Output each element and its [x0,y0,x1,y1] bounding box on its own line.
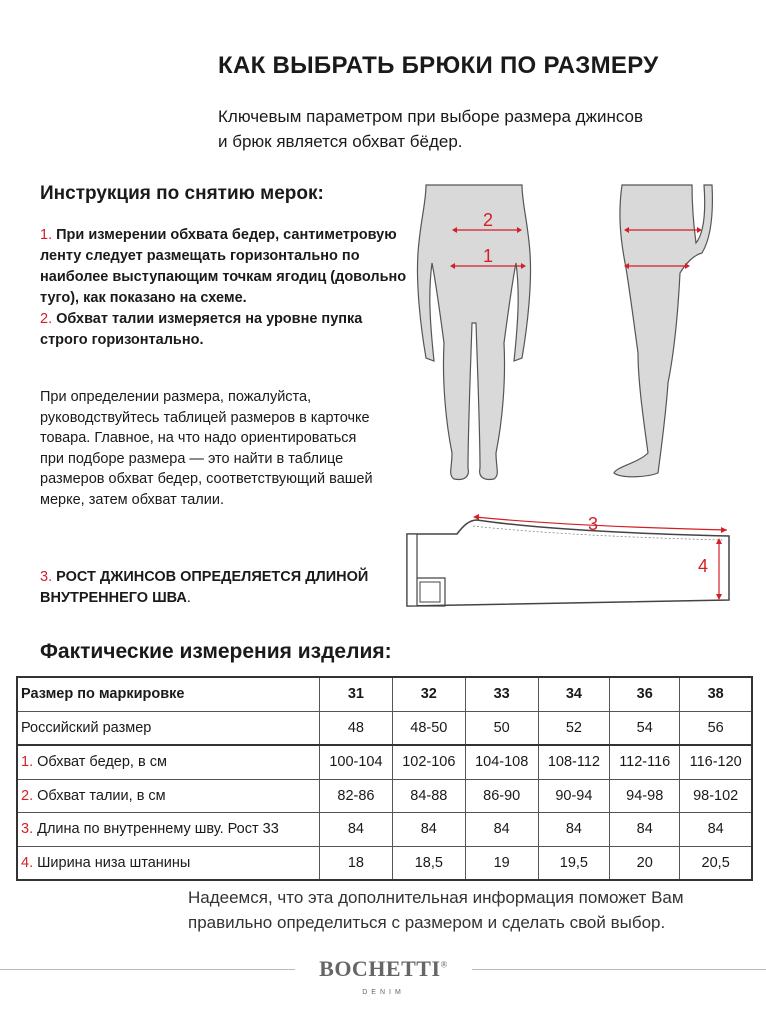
table-cell: 84-88 [392,779,465,813]
table-cell: 100-104 [320,745,393,779]
measurements-heading: Фактические измерения изделия: [40,640,392,663]
jeans-waistband [407,534,417,606]
instruction-inseam: 3. РОСТ ДЖИНСОВ ОПРЕДЕЛЯЕТСЯ ДЛИНОЙ ВНУТРЕННЕГО ШВА. [40,569,369,606]
table-cell: 52 [538,711,610,745]
table-row [17,745,752,779]
closing-text: Надеемся, что эта дополнительная информация поможет Вам правильно определиться с размером и сделать свой выбор. [188,888,684,932]
table-cell: 90-94 [538,779,610,813]
instruction-inseam-text: РОСТ ДЖИНСОВ ОПРЕДЕЛЯЕТСЯ ДЛИНОЙ ВНУТРЕННЕГО ШВА [40,569,369,606]
waist-label: 2 [482,210,494,230]
table-cell: 84 [610,813,680,847]
instruction-waist: Обхват талии измеряется на уровне пупка строго горизонтально. [40,311,363,348]
header-label: Размер по маркировке [17,677,320,711]
arrow-right-icon [685,263,690,269]
table-cell: 84 [320,813,393,847]
table-cell: 48 [320,711,393,745]
table-cell: 82-86 [320,779,393,813]
hem-label: 4 [697,556,709,576]
brand-logo: BOCHETTI® [319,956,448,981]
jeans-figure [405,512,735,612]
jeans-tag [420,582,440,602]
intro-text: Ключевым параметром при выборе размера джинсов и брюк является обхват бёдер. [218,107,644,151]
table-cell: 56 [680,711,752,745]
table-cell: 84 [680,813,752,847]
size-header: 38 [680,677,752,711]
arrow-right-icon [721,527,727,533]
side-body-figure [608,183,723,483]
table-cell: 108-112 [538,745,610,779]
table-row [17,711,752,745]
table-cell: 116-120 [680,745,752,779]
instruction-hips: При измерении обхвата бедер, сантиметровую ленту следует размещать горизонтально по наиболее выступающим точкам ягодиц (довольно туго), как показано на схеме. [40,227,407,306]
size-header: 36 [610,677,680,711]
table-cell: 112-116 [610,745,680,779]
hips-label: 1 [482,246,494,266]
front-body-figure [412,183,537,483]
size-guidance-text: При определении размера, пожалуйста, руководствуйтесь таблицей размеров в карточке товара. Главное, на что надо ориентироваться при подборе размера — это найти в таблице размеров обхват бедер, соответствующий вашей мерке, затем обхват талии. [40,389,373,508]
size-header: 32 [392,677,465,711]
table-cell: 86-90 [465,779,538,813]
table-cell: 98-102 [680,779,752,813]
table-cell: 50 [465,711,538,745]
jeans-outline [407,520,729,606]
table-cell: 102-106 [392,745,465,779]
table-row [17,813,752,847]
item-number: 3. [40,569,53,585]
size-header: 34 [538,677,610,711]
row-label: 2. Обхват талии, в см [17,779,320,813]
table-cell: 20 [610,846,680,880]
row-label: 1. Обхват бедер, в см [17,745,320,779]
row-label: 4. Ширина низа штанины [17,846,320,880]
arrow-left-icon [473,514,479,520]
table-row [17,846,752,880]
table-cell: 84 [538,813,610,847]
table-cell: 18 [320,846,393,880]
row-label: 3. Длина по внутреннему шву. Рост 33 [17,813,320,847]
table-header-row [17,677,752,711]
front-body-silhouette [417,185,530,480]
table-row [17,779,752,813]
table-cell: 19,5 [538,846,610,880]
table-cell: 54 [610,711,680,745]
table-cell: 18,5 [392,846,465,880]
table-cell: 94-98 [610,779,680,813]
size-header: 33 [465,677,538,711]
inseam-label: 3 [587,514,599,534]
instructions-list [40,225,410,351]
item-number: 1. [40,227,53,243]
table-cell: 84 [392,813,465,847]
size-table [16,676,753,881]
footer-divider [472,969,766,970]
table-cell: 84 [465,813,538,847]
footer-divider [0,969,295,970]
item-number: 2. [40,311,53,327]
instructions-heading: Инструкция по снятию мерок: [40,183,324,204]
brand-subtitle: DENIM [362,989,405,996]
table-cell: 48-50 [392,711,465,745]
table-cell: 19 [465,846,538,880]
row-label: Российский размер [17,711,320,745]
page-title: КАК ВЫБРАТЬ БРЮКИ ПО РАЗМЕРУ [218,52,659,79]
size-header: 31 [320,677,393,711]
table-cell: 20,5 [680,846,752,880]
table-cell: 104-108 [465,745,538,779]
